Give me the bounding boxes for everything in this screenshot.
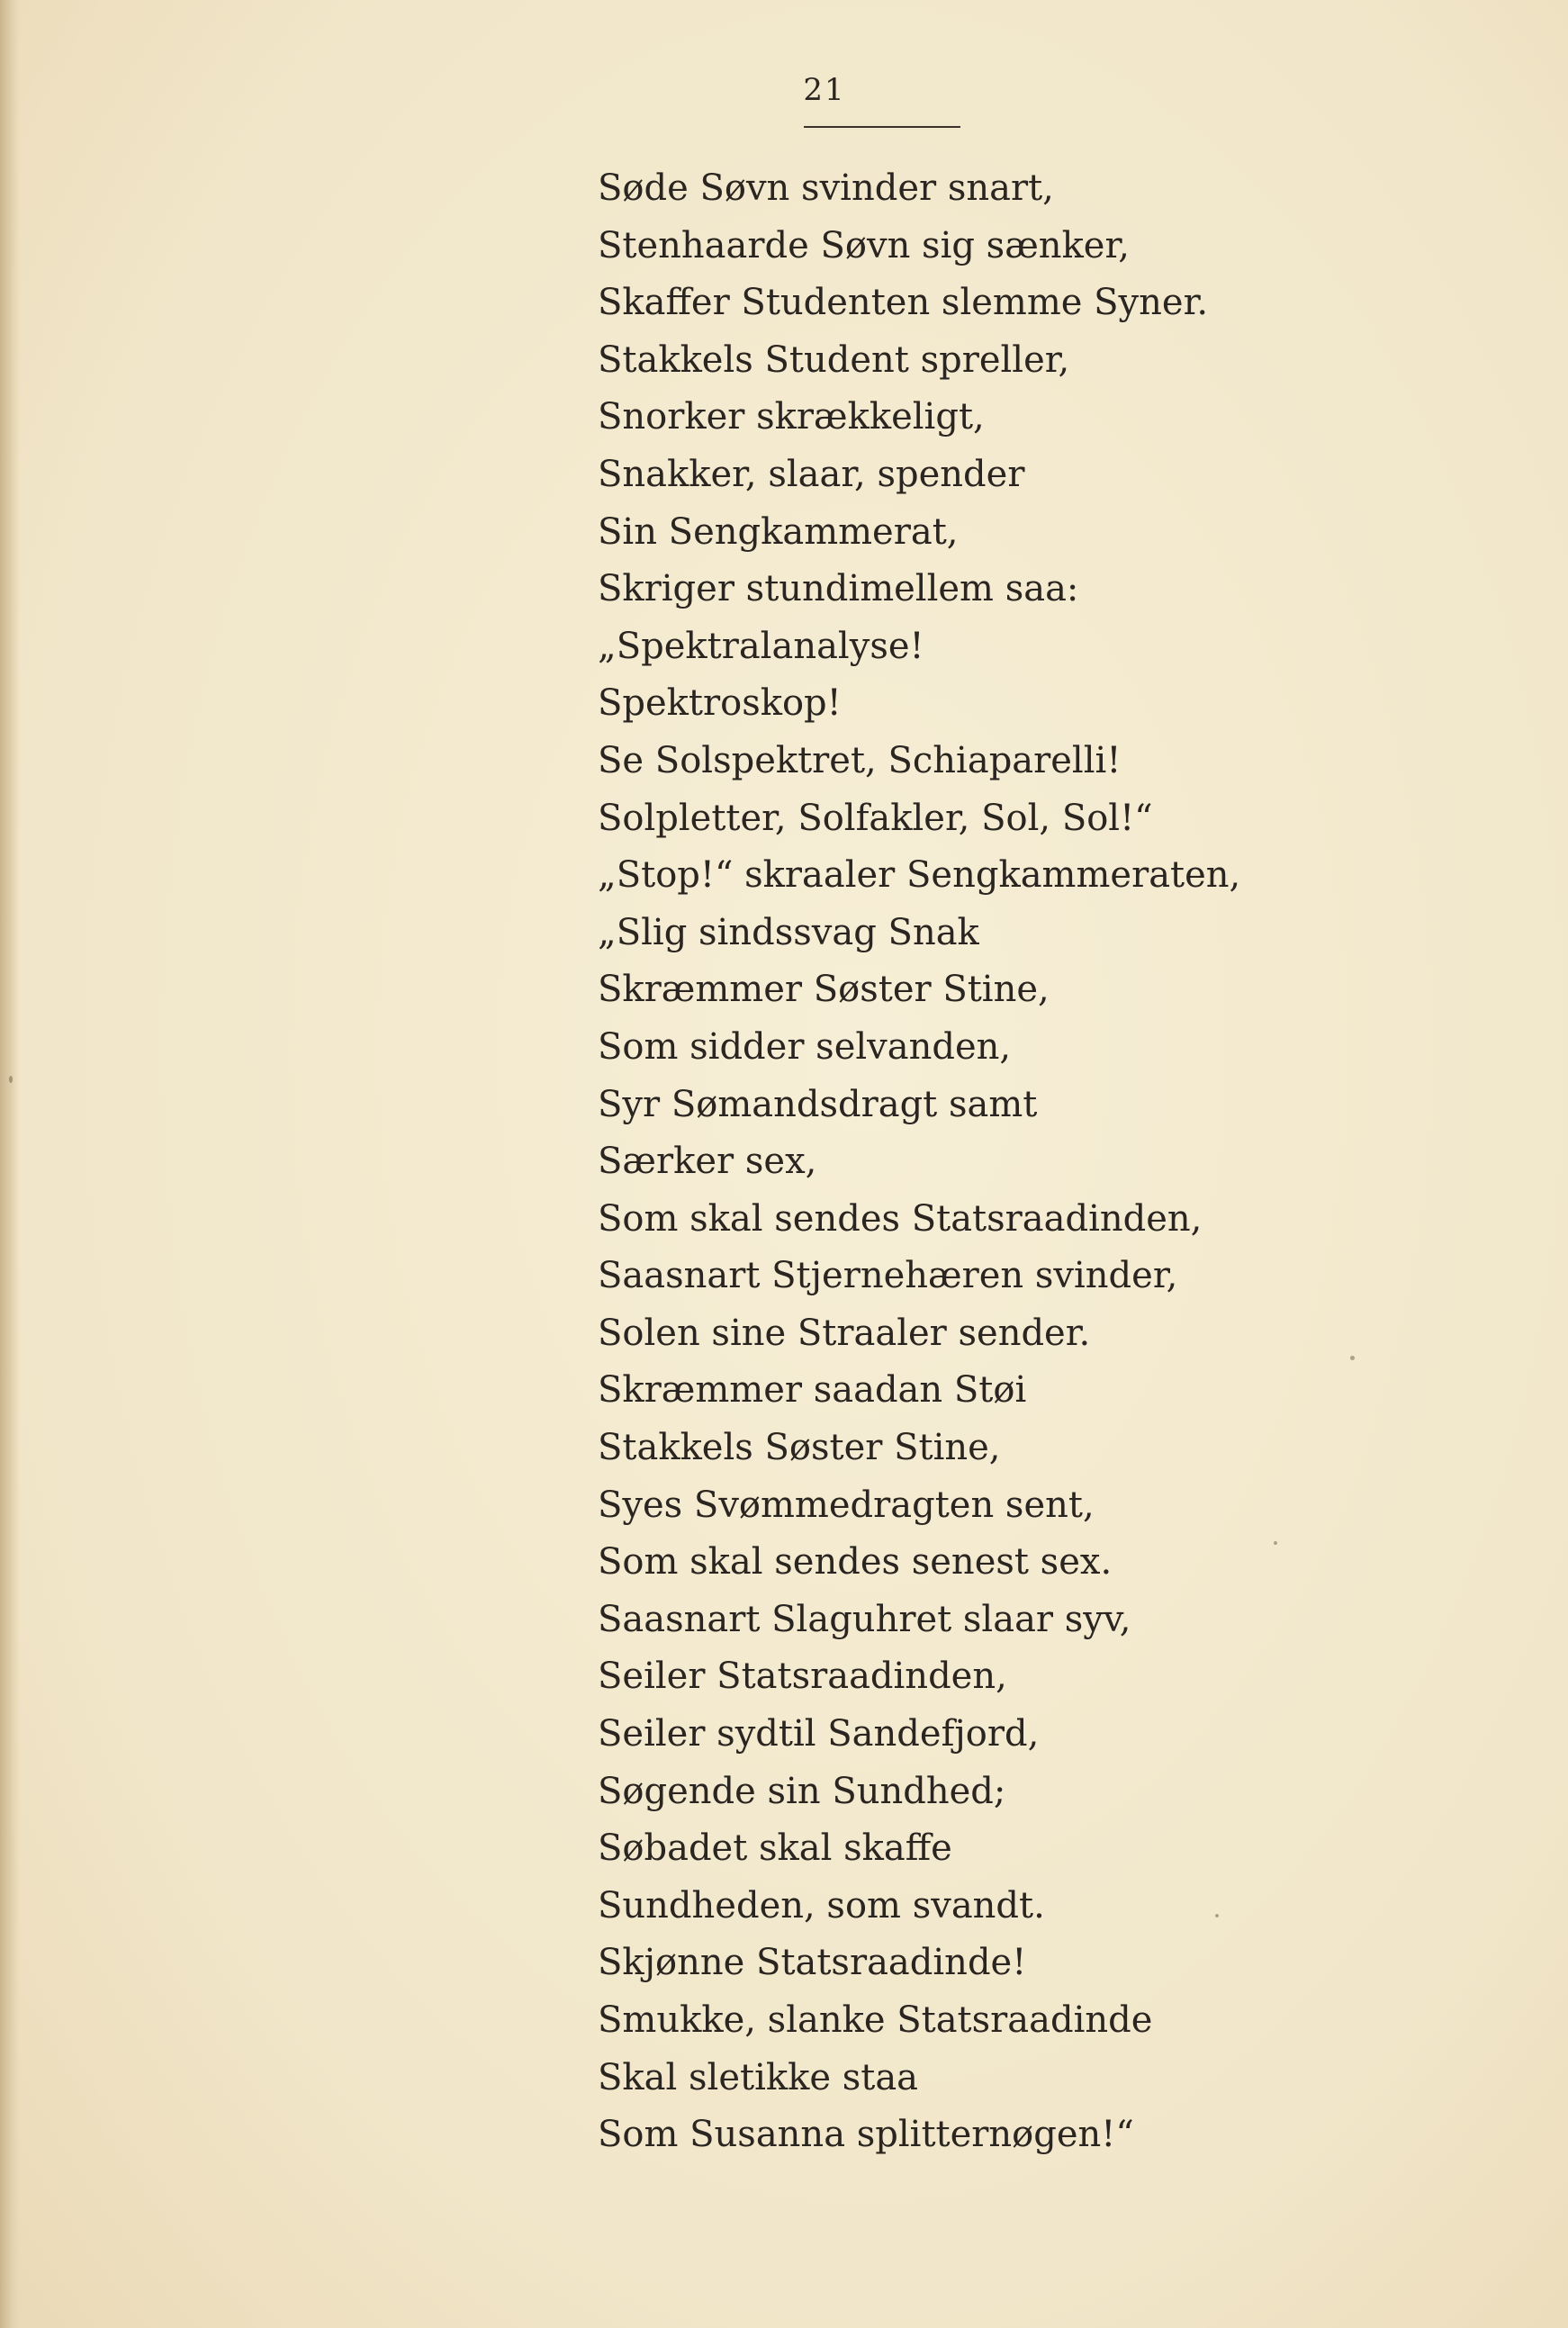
- poem-line: Stakkels Student spreller,: [598, 338, 1070, 381]
- paper-speck: [1215, 1914, 1219, 1917]
- poem-text: [598, 160, 1498, 2164]
- poem-line: Syes Svømmedragten sent,: [598, 1484, 1095, 1526]
- poem-line: Skræmmer saadan Støi: [598, 1369, 1027, 1412]
- poem-line: Solen sine Straaler sender.: [598, 1312, 1091, 1354]
- poem-line: Snorker skrækkeligt,: [598, 396, 985, 438]
- poem-line: Som skal sendes senest sex.: [598, 1541, 1113, 1584]
- poem-line: Saasnart Slaguhret slaar syv,: [598, 1598, 1131, 1640]
- poem-line: Snakker, slaar, spender: [598, 453, 1025, 495]
- poem-line: Sundheden, som svandt.: [598, 1884, 1045, 1926]
- poem-line: Seiler sydtil Sandefjord,: [598, 1713, 1040, 1755]
- poem-line: Som Susanna splitternøgen!“: [598, 2114, 1134, 2156]
- poem-line: Smukke, slanke Statsraadinde: [598, 1999, 1153, 2041]
- poem-line: Skal sletikke staa: [598, 2056, 919, 2098]
- poem-line: „Slig sindssvag Snak: [598, 911, 979, 953]
- poem-line: Seiler Statsraadinden,: [598, 1656, 1007, 1698]
- poem-line: Sin Sengkammerat,: [598, 510, 959, 553]
- poem-line: „Stop!“ skraaler Sengkammeraten,: [598, 854, 1241, 897]
- poem-line: Søgende sin Sundhed;: [598, 1770, 1006, 1812]
- poem-line: Stakkels Søster Stine,: [598, 1427, 1001, 1469]
- poem-line: Søde Søvn svinder snart,: [598, 167, 1054, 209]
- poem-line: Som sidder selvanden,: [598, 1025, 1012, 1068]
- paper-speck: [9, 1076, 13, 1083]
- page-spine-shadow: [0, 0, 20, 2328]
- poem-line: Solpletter, Solfakler, Sol, Sol!“: [598, 797, 1153, 839]
- paper-speck: [1274, 1541, 1277, 1545]
- poem-line: Skaffer Studenten slemme Syner.: [598, 282, 1209, 324]
- page-number: 21: [803, 72, 846, 108]
- poem-line: Som skal sendes Statsraadinden,: [598, 1197, 1203, 1240]
- header-rule: [804, 126, 960, 128]
- poem-line: Skræmmer Søster Stine,: [598, 969, 1050, 1011]
- poem-line: Stenhaarde Søvn sig sænker,: [598, 224, 1130, 266]
- poem-line: Spektroskop!: [598, 682, 842, 725]
- poem-line: Syr Sømandsdragt samt: [598, 1083, 1038, 1125]
- poem-line: „Spektralanalyse!: [598, 625, 924, 667]
- poem-line: Saasnart Stjernehæren svinder,: [598, 1255, 1178, 1297]
- poem-line: Særker sex,: [598, 1141, 817, 1183]
- poem-line: Skriger stundimellem saa:: [598, 568, 1079, 610]
- poem-line: Søbadet skal skaffe: [598, 1827, 952, 1870]
- poem-line: Se Solspektret, Schiaparelli!: [598, 739, 1122, 781]
- paper-speck: [1350, 1356, 1355, 1360]
- poem-line: Skjønne Statsraadinde!: [598, 1942, 1027, 1984]
